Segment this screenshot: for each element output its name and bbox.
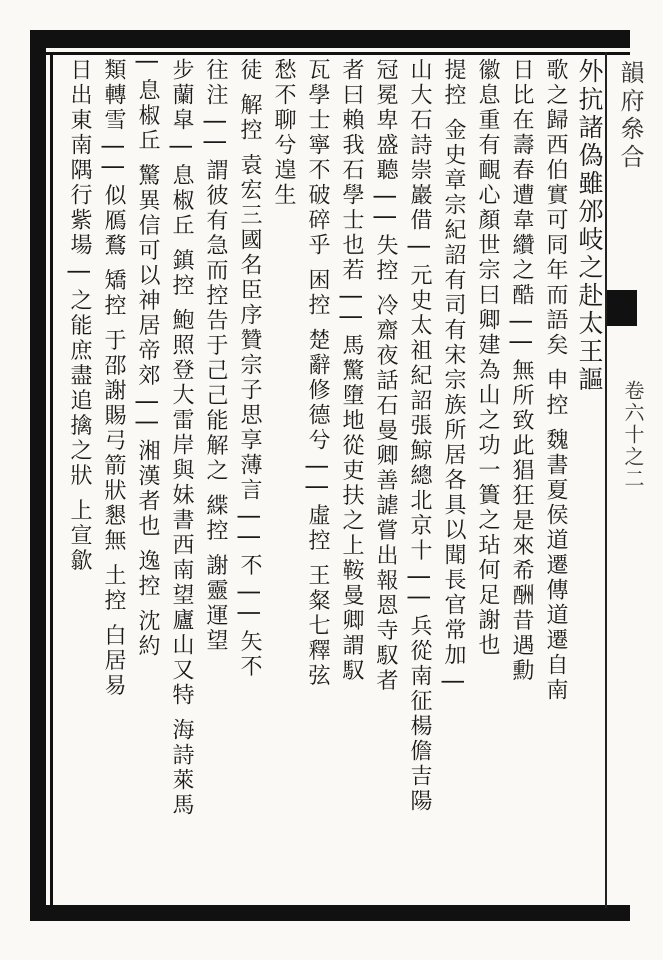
center-gutter-line (605, 52, 607, 908)
text-column: 歌之歸西伯實可同年而語矣 申控 魏書夏侯道遷傳道遷自南 (543, 58, 568, 703)
text-column: 往注 | | 謂彼有急而控告于己己能解之 緤控 謝靈運望 (203, 58, 228, 654)
text-column: 徒 解控 袁宏三國名臣序贊宗子思享薄言 | | 不 | | 矢不 (237, 58, 262, 680)
text-column: 瓦學士寧不破碎乎 困控 楚辭修德兮 | | 虛控 王粲七釋弦 (305, 58, 330, 689)
text-column: 外抗諸偽雖邠岐之赴太王謳 (575, 58, 604, 394)
text-column: 愁不聊兮遑生 (271, 58, 296, 208)
text-column: 日出東南隅行紫場 | 之能庶盡追擒之狀 上宣歙 (67, 58, 92, 574)
text-columns (54, 58, 604, 904)
text-column: 類轉雪 | | 似鴈鶩 矯控 于邵謝賜弓箭狀懇無 土控 白居易 (101, 58, 126, 699)
text-column: 徽息重有靦心顏世宗曰卿建為山之功一簣之玷何足謝也 (475, 58, 500, 658)
text-column: 山大石詩崇巖借 | 元史太祖紀詔張鯨總北京十 | | 兵從南征楊儋吉陽 (407, 58, 432, 815)
text-column: 提控 金史章宗紀詔有司有宋宗族所居各具以聞長官常加 | (441, 58, 466, 689)
text-column: 者曰賴我石學士也若 | | 馬驚墮地從吏扶之上鞍曼卿謂馭 (339, 58, 364, 684)
left-border (30, 30, 46, 921)
left-border-inner (50, 52, 53, 908)
top-border (30, 30, 630, 48)
margin-chapter: 卷六十之二 (621, 380, 645, 490)
text-column: 步蘭皐 | 息椒丘 鎮控 鮑照登大雷岸與妹書西南望廬山又特 海詩萊馬 (169, 58, 194, 819)
fish-tail-mark (607, 290, 637, 326)
margin-book-title: 韻府㕘合 (616, 60, 644, 172)
bottom-border (30, 905, 630, 921)
text-column: 冠冕卑盛聽 | | 失控 冷齋夜話石曼卿善謔嘗出報恩寺馭者 (373, 58, 398, 694)
top-border-inner (30, 52, 630, 55)
text-column: | 息椒丘 驚異信可以神居帝郊 | | 湘漢者也 逸控 沈約 (135, 58, 160, 660)
text-column: 日比在壽春遭韋纘之酷 | | 無所致此猖狂是來希酬昔遇勳 (509, 58, 534, 684)
